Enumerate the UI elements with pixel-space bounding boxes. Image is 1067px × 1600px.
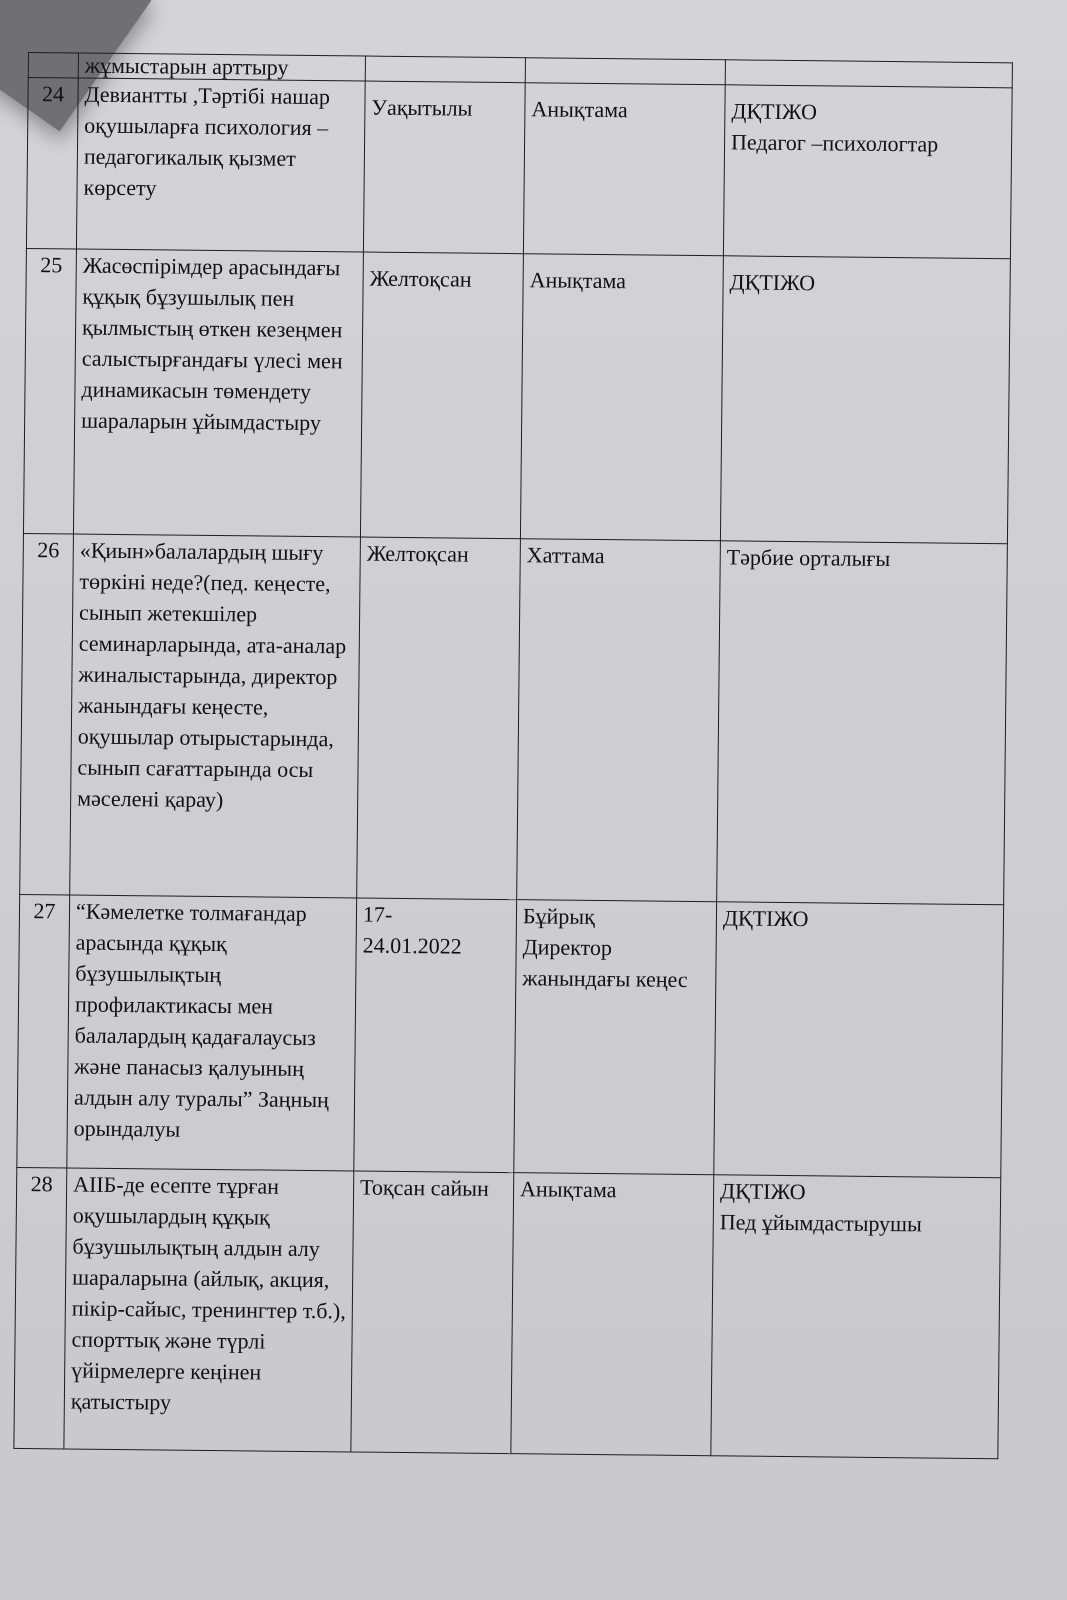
row-number: 28 [14, 1167, 67, 1449]
plan-table [13, 52, 1013, 1459]
activity-cell: Девиантты ,Тәртібі нашар оқушыларға психология – педагогикалық қызмет көрсету [76, 78, 365, 252]
table-row [14, 1167, 1001, 1458]
activity-cell: жұмыстарын арттыру [78, 53, 365, 81]
completion-form-cell: Бұйрық Директор жанындағы кеңес [514, 900, 717, 1175]
responsible-cell: ДҚТІЖО Педагог –психологтар [723, 85, 1012, 259]
deadline-cell [365, 56, 525, 83]
responsible-cell: ДҚТІЖО [720, 256, 1010, 544]
row-number: 27 [17, 894, 70, 1168]
deadline-cell: Желтоқсан [357, 537, 521, 900]
table-row [26, 78, 1012, 259]
row-number: 25 [23, 248, 76, 534]
deadline-cell: Тоқсан сайын [351, 1171, 514, 1454]
activity-cell: Жасөспірімдер арасындағы құқық бұзушылық пен қылмыстың өткен кезеңмен салыстырғандағы үлесі мен динамикасын төмендету шараларын ұйымдастыру [73, 249, 363, 537]
activity-cell: «Қиын»балалардың шығу төркіні неде?(пед. кеңесте, сынып жетекшілер семинарларында, ата-аналар жиналыстарында, директор жанындағы кеңесте, оқушылар отырыстарында, сынып сағаттарында осы мәселені қарау) [70, 534, 361, 898]
activity-cell: “Кәмелетке толмағандар арасында құқық бұзушылықтың профилактикасы мен балалардың қадағалаусыз және панасыз қалуының алдын алу туралы” Заңның орындалуы [67, 895, 357, 1171]
completion-form-cell: Хаттама [517, 539, 721, 902]
row-number: 26 [20, 533, 74, 895]
deadline-cell: Уақытылы [363, 81, 525, 254]
completion-form-cell: Анықтама [520, 254, 723, 541]
table-row [20, 533, 1008, 904]
activity-cell: АІІБ-де есепте тұрған оқушылардың құқық бұзушылықтың алдын алу шараларына (айлық, акция, пікір-сайыс, тренингтер т.б.), спорттық және түрлі үйірмелерге кеңінен қатыстыру [64, 1168, 354, 1452]
responsible-cell: ДҚТІЖО [714, 902, 1004, 1178]
row-number [28, 53, 78, 79]
row-number: 24 [26, 78, 78, 250]
deadline-cell: Желтоқсан [360, 252, 523, 539]
table-row [17, 894, 1004, 1177]
responsible-cell: Тәрбие орталығы [717, 541, 1008, 905]
table-row [23, 248, 1010, 543]
completion-form-cell: Анықтама [523, 83, 725, 256]
completion-form-cell [525, 58, 725, 85]
deadline-cell: 17- 24.01.2022 [354, 898, 517, 1173]
responsible-cell [725, 60, 1012, 88]
responsible-cell: ДҚТІЖО Пед ұйымдастырушы [711, 1175, 1001, 1459]
completion-form-cell: Анықтама [511, 1173, 714, 1456]
